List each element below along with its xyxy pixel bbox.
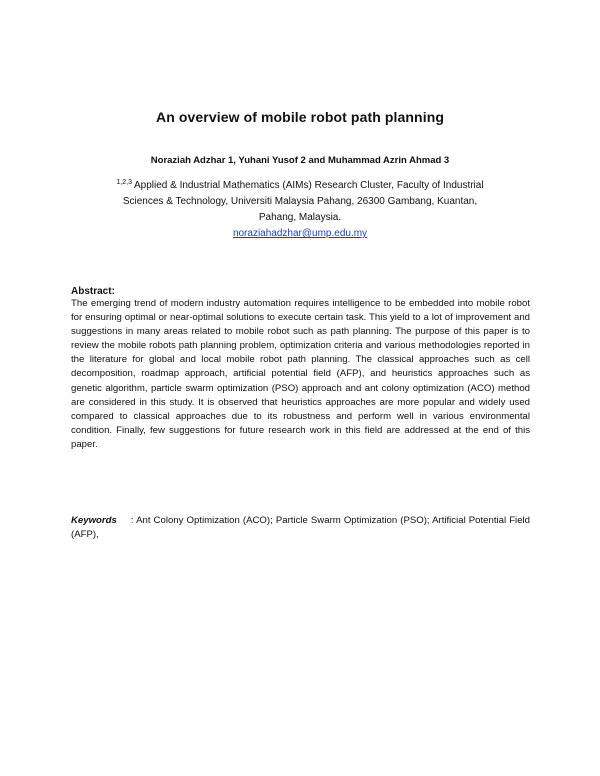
affiliation-line-3: Pahang, Malaysia. (258, 212, 342, 223)
keywords-label: Keywords (71, 515, 117, 526)
abstract-text: The emerging trend of modern industry automation requires intelligence to be embedded into mobile robot for ensuring optimal or near-optimal solutions to execute certain task. This yield to a lot of improvement and suggestions in many areas related to mobile robot such as path planning. The purpose of this paper is to review the mobile robots path planning problem, optimization criteria and various methodologies reported in the literature for global and local mobile robot path planning. The classical approaches such as cell decomposition, roadmap approach, artificial potential field (AFP), and heuristics approaches such as genetic algorithm, particle swarm optimization (PSO) approach and ant colony optimization (ACO) method are considered in this study. It is observed that heuristics approaches are more popular and widely used compared to classical approaches due to its robustness and perform well in various environmental condition. Finally, few suggestions for future research work in this field are addressed at the end of this paper. (71, 298, 530, 450)
author-list: Noraziah Adzhar 1, Yuhani Yusof 2 and Muhammad Azrin Ahmad 3 (150, 155, 450, 166)
affiliation-line-2: Sciences & Technology, Universiti Malaysia Pahang, 26300 Gambang, Kuantan, (122, 196, 478, 207)
keywords-text: : Ant Colony Optimization (ACO); Particle Swarm Optimization (PSO); Artificial Potential Field (AFP), (71, 515, 530, 541)
email-link[interactable]: noraziahadzhar@ump.edu.my (232, 228, 368, 239)
keywords-paragraph (71, 514, 530, 542)
affiliation-email-line (90, 226, 510, 242)
abstract-heading: Abstract: (71, 286, 115, 297)
paper-title: An overview of mobile robot path planning (156, 109, 444, 125)
affiliation-line-1 (90, 178, 510, 194)
affiliation-line-1-text: Applied & Industrial Mathematics (AIMs) Research Cluster, Faculty of Industrial (133, 180, 484, 191)
affiliation-superscript: 1,2,3 (116, 179, 132, 186)
affiliation-block (90, 178, 510, 242)
